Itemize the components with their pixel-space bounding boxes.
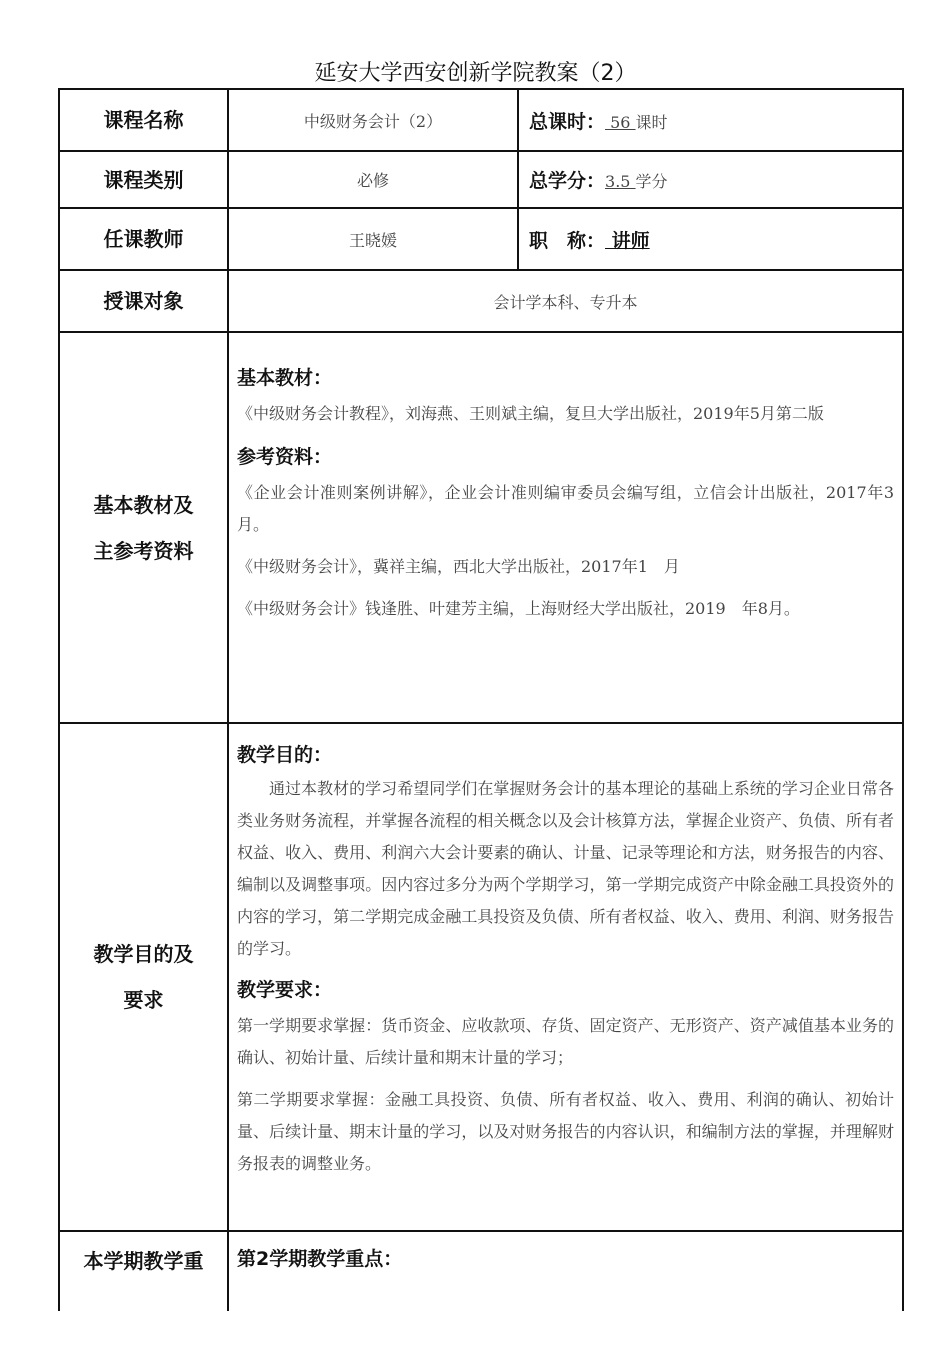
- label-course-type: 课程类别: [59, 151, 228, 208]
- basic-textbook-heading: 基本教材：: [237, 367, 333, 389]
- textbooks-content: [228, 332, 903, 723]
- row-goals: [59, 723, 903, 1231]
- total-credits-value: 3.5: [605, 172, 636, 191]
- requirement-item: 第一学期要求掌握：货币资金、应收款项、存货、固定资产、无形资产、资产减值基本业务的确认、初始计量、后续计量和期末计量的学习；: [237, 1016, 894, 1067]
- reference-item: 《中级财务会计》钱逢胜、叶建芳主编，上海财经大学出版社，2019 年8月。: [237, 599, 800, 618]
- label-course-name: 课程名称: [59, 89, 228, 151]
- total-credits-label: 总学分：: [529, 170, 606, 192]
- row-course-type: [59, 151, 903, 208]
- total-credits-unit: 学分: [635, 172, 668, 191]
- purpose-text: 通过本教材的学习希望同学们在掌握财务会计的基本理论的基础上系统的学习企业日常各类业务财务流程，并掌握各流程的相关概念以及会计核算方法，掌握企业资产、负债、所有者权益、收入、费用、利润六大会计要素的确认、计量、记录等理论和方法，财务报告的内容、编制以及调整事项。因内容过多分为两个学期学习，第一学期完成资产中除金融工具投资外的内容的学习，第二学期完成金融工具投资及负债、所有者权益、收入、费用、利润、财务报告的学习。: [237, 779, 894, 958]
- label-textbooks: [59, 332, 228, 723]
- total-hours-value: 56: [605, 112, 636, 132]
- value-course-type: 必修: [228, 151, 518, 208]
- value-teacher: 王晓媛: [228, 208, 518, 270]
- label-key-points: 本学期教学重: [59, 1231, 228, 1311]
- row-key-points: [59, 1231, 903, 1311]
- row-teacher: [59, 208, 903, 270]
- reference-item: 《企业会计准则案例讲解》，企业会计准则编审委员会编写组，立信会计出版社，2017年3月。: [237, 483, 894, 534]
- lesson-plan-table: [58, 88, 904, 1311]
- value-course-name: 中级财务会计（2）: [228, 89, 518, 151]
- label-textbooks-line1: 基本教材及: [93, 492, 194, 517]
- key-points-content: [228, 1231, 903, 1311]
- value-audience: 会计学本科、专升本: [228, 270, 903, 332]
- label-audience: 授课对象: [59, 270, 228, 332]
- job-title-value: 讲师: [605, 229, 650, 252]
- reference-item: 《中级财务会计》，冀祥主编，西北大学出版社，2017年1 月: [237, 557, 680, 576]
- requirement-item: 第二学期要求掌握：金融工具投资、负债、所有者权益、收入、费用、利润的确认、初始计量、后续计量、期末计量的学习，以及对财务报告的内容认识，和编制方法的掌握，并理解财务报表的调整业务。: [237, 1090, 894, 1173]
- row-audience: [59, 270, 903, 332]
- goals-content: [228, 723, 903, 1231]
- label-goals: [59, 723, 228, 1231]
- job-title-label: 职 称：: [529, 229, 606, 252]
- total-hours-cell: [518, 89, 903, 151]
- label-goals-line2: 要求: [123, 988, 164, 1012]
- row-course-name: [59, 89, 903, 151]
- basic-textbook-text: 《中级财务会计教程》，刘海燕、王则斌主编，复旦大学出版社，2019年5月第二版: [237, 404, 824, 423]
- reference-heading: 参考资料：: [237, 446, 333, 468]
- label-textbooks-line2: 主参考资料: [93, 538, 194, 563]
- purpose-heading: 教学目的：: [237, 744, 333, 766]
- title-cell: [518, 208, 903, 270]
- row-textbooks: [59, 332, 903, 723]
- label-goals-line1: 教学目的及: [93, 942, 194, 966]
- total-hours-unit: 课时: [635, 112, 668, 132]
- total-credits-cell: [518, 151, 903, 208]
- total-hours-label: 总课时：: [529, 110, 606, 133]
- document-title: 延安大学西安创新学院教案（2）: [314, 61, 637, 86]
- requirements-heading: 教学要求：: [237, 979, 333, 1001]
- label-teacher: 任课教师: [59, 208, 228, 270]
- key-points-heading: 第2学期教学重点：: [237, 1248, 403, 1270]
